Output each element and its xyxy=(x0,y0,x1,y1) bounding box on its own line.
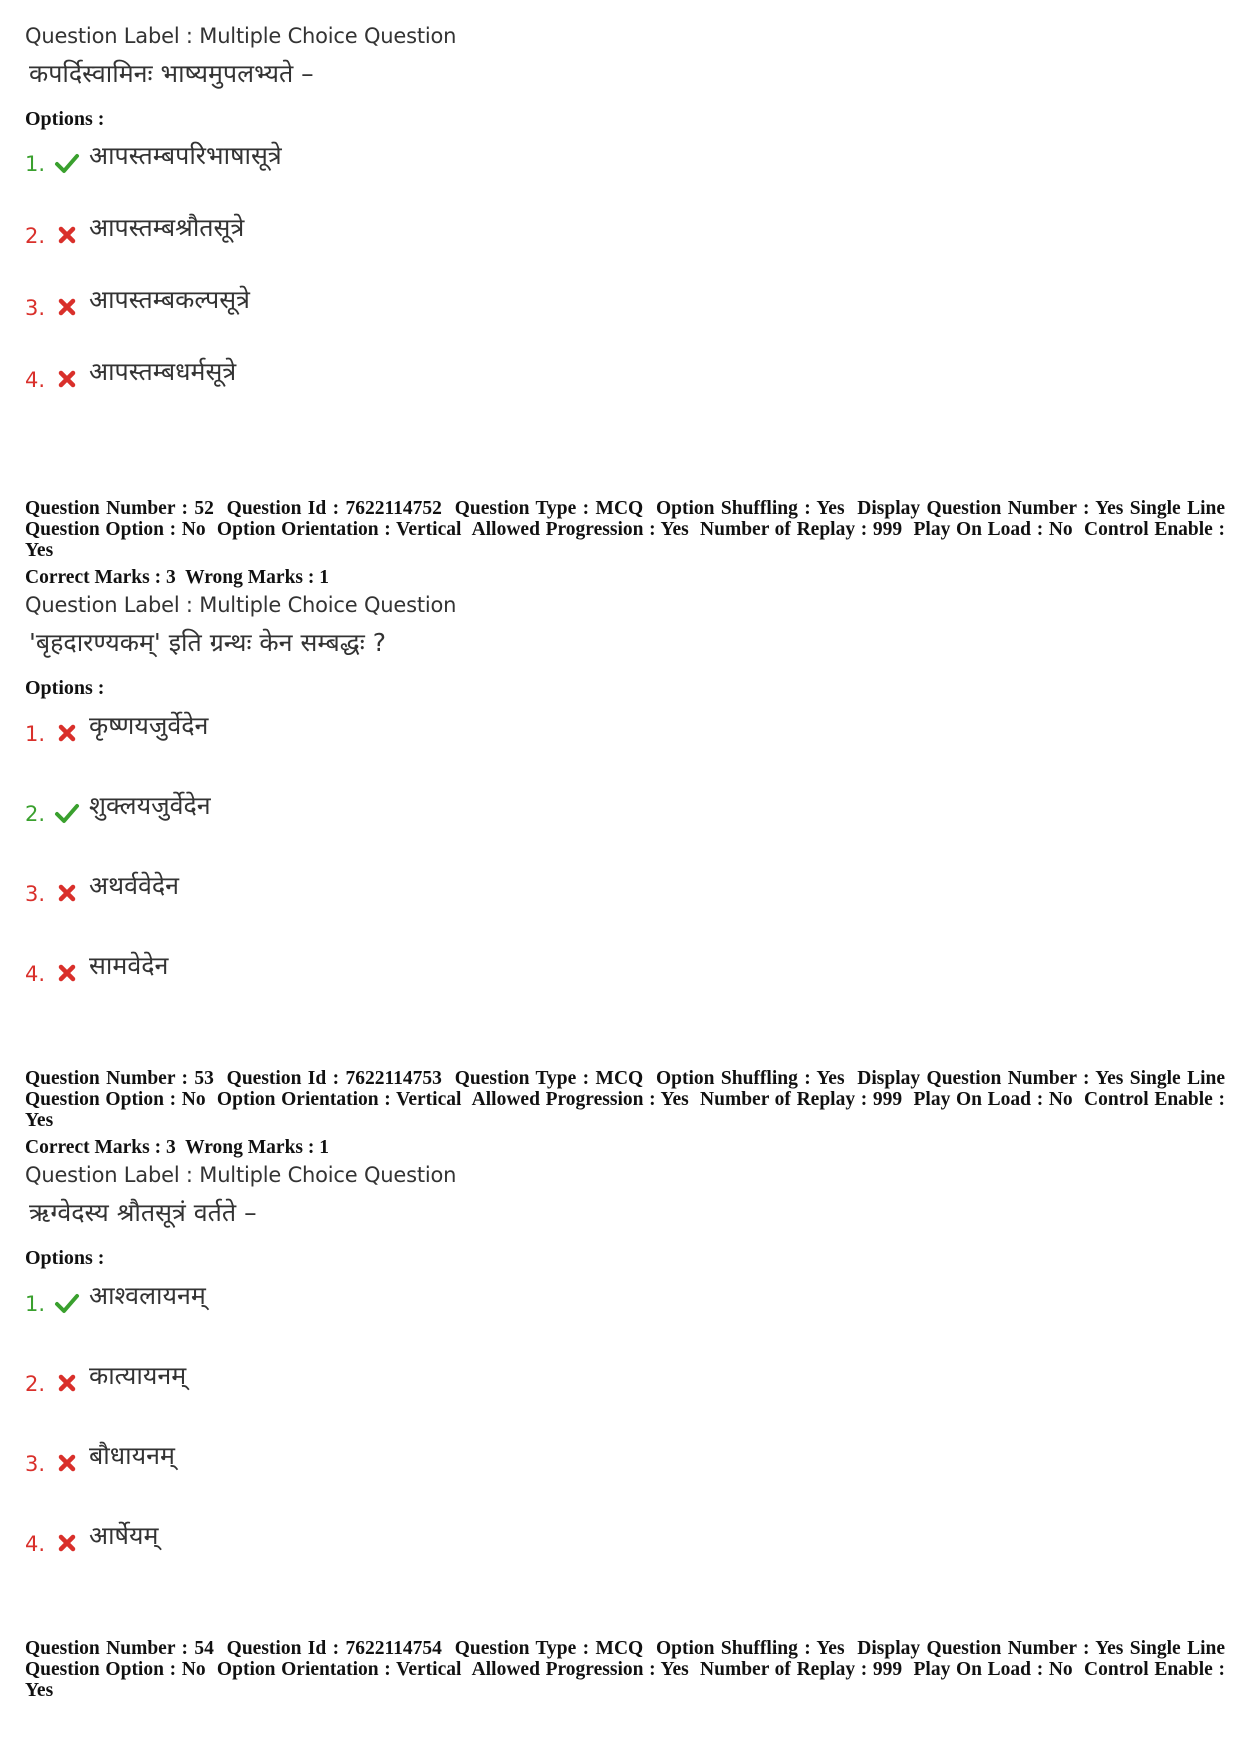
option-number: 1. xyxy=(25,152,46,176)
cross-icon xyxy=(54,880,80,906)
option-number: 3. xyxy=(25,1452,46,1476)
option-text: सामवेदेन xyxy=(89,951,169,980)
option-number: 4. xyxy=(25,1532,46,1556)
question-text: कपर्दिस्वामिनः भाष्यमुपलभ्यते – xyxy=(29,59,314,88)
options-list xyxy=(25,1278,1225,1578)
cross-icon xyxy=(54,960,80,986)
option-number: 1. xyxy=(25,722,46,746)
question-meta: Question Number : 54 Question Id : 7622114754 Question Type : MCQ Option Shuffling : Yes Display Question Number : Yes Single Line Question Option : No Option Orientation : Vertical Allowed Progression : Yes Number of Replay : 999 Play On Load : No Control Enable : Yes xyxy=(25,1638,1230,1701)
question-label: Question Label : Multiple Choice Question xyxy=(25,593,457,617)
option-4 xyxy=(25,948,625,992)
options-list xyxy=(25,138,1225,438)
cross-icon xyxy=(54,1530,80,1556)
question-block-52 xyxy=(25,498,1230,700)
marks-line: Correct Marks : 3 Wrong Marks : 1 xyxy=(25,1137,330,1158)
option-4 xyxy=(25,1518,625,1562)
option-1 xyxy=(25,1278,625,1322)
cross-icon xyxy=(54,222,80,248)
option-text: आश्वलायनम् xyxy=(89,1281,206,1310)
option-number: 3. xyxy=(25,296,46,320)
option-1 xyxy=(25,708,625,752)
options-list xyxy=(25,708,1225,1008)
question-meta: Question Number : 52 Question Id : 7622114752 Question Type : MCQ Option Shuffling : Yes Display Question Number : Yes Single Line Question Option : No Option Orientation : Vertical Allowed Progression : Yes Number of Replay : 999 Play On Load : No Control Enable : Yes xyxy=(25,498,1230,561)
cross-icon xyxy=(54,366,80,392)
question-block-54 xyxy=(25,1638,1230,1701)
option-text: अथर्ववेदेन xyxy=(89,871,180,900)
option-2 xyxy=(25,1358,625,1402)
option-2 xyxy=(25,788,625,832)
cross-icon xyxy=(54,294,80,320)
option-text: कृष्णयजुर्वेदेन xyxy=(89,711,209,740)
check-icon xyxy=(54,150,80,176)
option-text: शुक्लयजुर्वेदेन xyxy=(89,791,211,820)
options-heading: Options : xyxy=(25,1247,105,1269)
option-3 xyxy=(25,868,625,912)
option-text: आर्षेयम् xyxy=(89,1521,159,1550)
option-number: 2. xyxy=(25,1372,46,1396)
question-block-53 xyxy=(25,1068,1230,1270)
options-heading: Options : xyxy=(25,108,105,130)
option-number: 2. xyxy=(25,802,46,826)
option-number: 4. xyxy=(25,962,46,986)
option-text: बौधायनम् xyxy=(89,1441,175,1470)
question-label: Question Label : Multiple Choice Question xyxy=(25,1163,457,1187)
option-number: 4. xyxy=(25,368,46,392)
option-text: आपस्तम्बधर्मसूत्रे xyxy=(89,357,237,386)
option-text: आपस्तम्बश्रौतसूत्रे xyxy=(89,213,245,242)
option-number: 1. xyxy=(25,1292,46,1316)
option-2 xyxy=(25,210,625,254)
question-label: Question Label : Multiple Choice Question xyxy=(25,24,457,48)
question-block-51 xyxy=(25,24,1225,131)
cross-icon xyxy=(54,1370,80,1396)
option-number: 2. xyxy=(25,224,46,248)
cross-icon xyxy=(54,720,80,746)
option-1 xyxy=(25,138,625,182)
marks-line: Correct Marks : 3 Wrong Marks : 1 xyxy=(25,567,330,588)
question-meta: Question Number : 53 Question Id : 7622114753 Question Type : MCQ Option Shuffling : Yes Display Question Number : Yes Single Line Question Option : No Option Orientation : Vertical Allowed Progression : Yes Number of Replay : 999 Play On Load : No Control Enable : Yes xyxy=(25,1068,1230,1131)
option-text: आपस्तम्बपरिभाषासूत्रे xyxy=(89,141,282,170)
option-text: आपस्तम्बकल्पसूत्रे xyxy=(89,285,250,314)
check-icon xyxy=(54,800,80,826)
option-text: कात्यायनम् xyxy=(89,1361,187,1390)
option-3 xyxy=(25,282,625,326)
option-4 xyxy=(25,354,625,398)
option-number: 3. xyxy=(25,882,46,906)
options-heading: Options : xyxy=(25,677,105,699)
question-text: 'बृहदारण्यकम्' इति ग्रन्थः केन सम्बद्धः ? xyxy=(29,628,386,657)
check-icon xyxy=(54,1290,80,1316)
option-3 xyxy=(25,1438,625,1482)
question-text: ऋग्वेदस्य श्रौतसूत्रं वर्तते – xyxy=(29,1198,257,1227)
cross-icon xyxy=(54,1450,80,1476)
